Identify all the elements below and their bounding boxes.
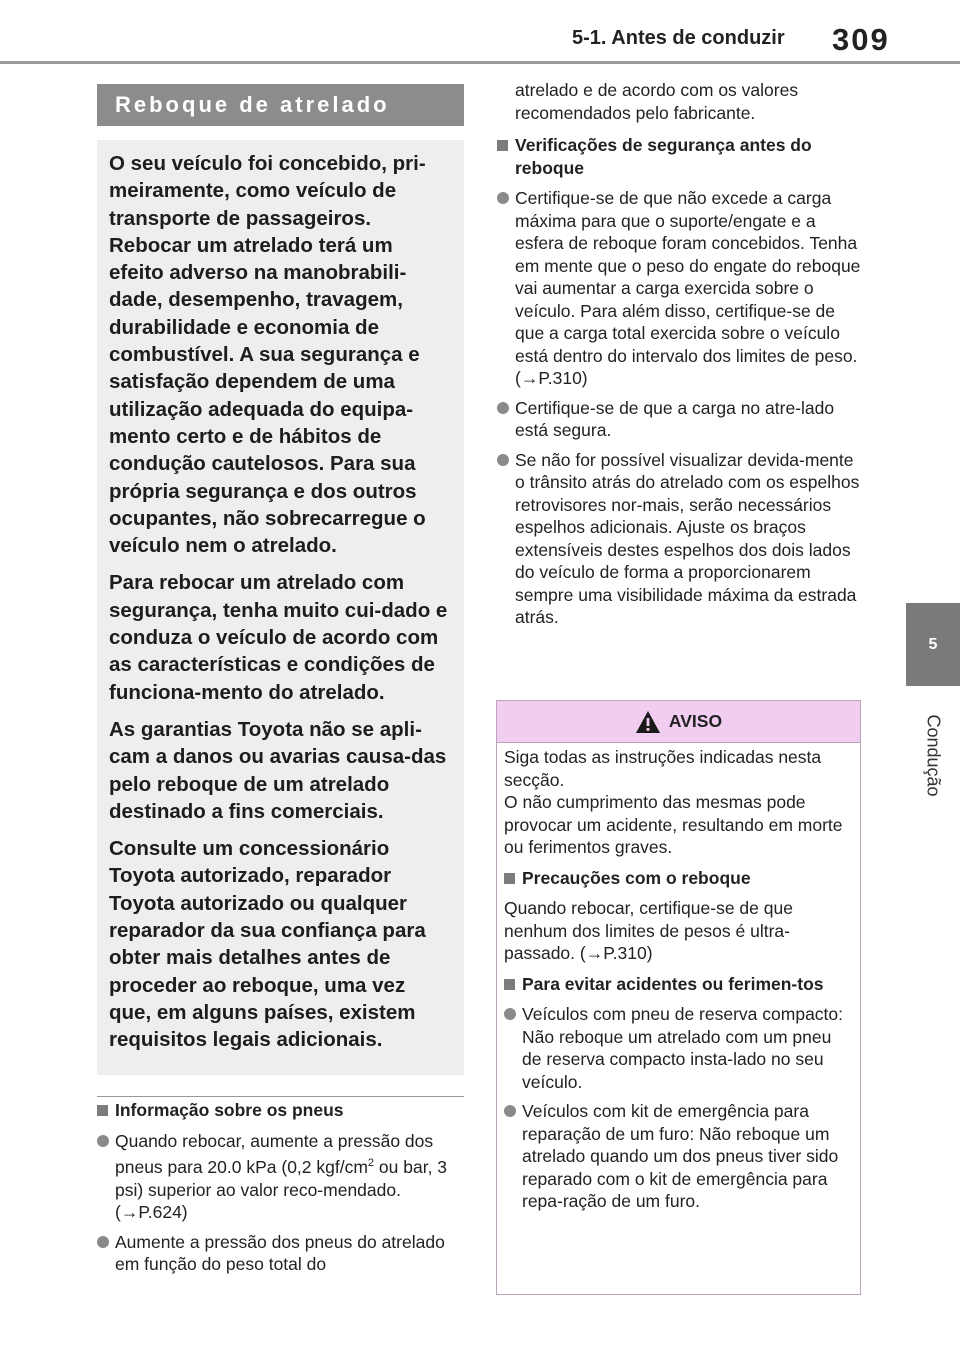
- page-number: 309: [832, 22, 890, 57]
- list-item: [497, 187, 862, 390]
- safety-item-text: Certifique-se de que não excede a carga máxima para que o suporte/engate e a esfera de reboque foram concebidos. Tenha em mente que o peso do engate do reboque vai aumentar a carga exercida sobre o veículo. Para além disso, certifique-se de que a carga total exercida sobre o veículo está dentro do intervalo dos limites de peso. (→P.310): [515, 188, 861, 388]
- precautions-text: Quando rebocar, certifique-se de que nenhum dos limites de pesos é ultra-passado. (→P.310): [504, 898, 793, 963]
- chapter-tab[interactable]: [906, 603, 960, 686]
- bullet-dot-icon: [497, 454, 509, 466]
- bullet-dot-icon: [504, 1008, 516, 1020]
- chapter-tab-number: 5: [928, 635, 938, 653]
- continuation-text: atrelado e de acordo com os valores recomendados pelo fabricante.: [515, 80, 799, 123]
- tires-item-1-before: Quando rebocar, aumente a pressão dos pneus para 20.0 kPa (0,2 kgf/cm: [115, 1130, 434, 1177]
- safety-heading-text: Verificações de segurança antes do reboque: [515, 135, 812, 178]
- bullet-dot-icon: [504, 1105, 516, 1117]
- tires-section: [97, 1099, 467, 1283]
- tires-item-1-after: ou bar, 3 psi) superior ao valor reco-mendado. (→P.624): [115, 1157, 448, 1222]
- intro-paragraph: As garantias Toyota não se apli-cam a danos ou avarias causa-das pelo reboque de um atrelado destinado a fins comerciais.: [109, 717, 447, 823]
- section-title-text: Reboque de atrelado: [115, 92, 390, 117]
- chapter-side-label: [903, 700, 960, 810]
- right-column: [497, 79, 862, 636]
- bullet-dot-icon: [97, 1135, 109, 1147]
- square-marker-icon: [497, 140, 508, 151]
- tires-heading-text: Informação sobre os pneus: [115, 1100, 344, 1120]
- tires-item-1-superscript: 2: [367, 1157, 375, 1169]
- chapter-side-label-text: Condução: [923, 713, 944, 797]
- avoid-heading: [504, 973, 853, 996]
- list-item: [97, 1231, 467, 1276]
- warning-intro-1: Siga todas as instruções indicadas nesta secção.: [504, 747, 822, 790]
- tires-item-2: Aumente a pressão dos pneus do atrelado em função do peso total do: [115, 1231, 445, 1274]
- warning-box: [496, 700, 861, 1295]
- intro-paragraph: Consulte um concessionário Toyota autorizado, reparador Toyota autorizado ou qualquer reparador da sua confiança para obter mais detalhes antes de proceder ao reboque, uma vez que, em alguns países, existem requisitos legais adicionais.: [109, 837, 426, 1052]
- list-item: [504, 1003, 853, 1093]
- warning-title: AVISO: [668, 711, 723, 731]
- section-divider: [97, 1096, 464, 1097]
- warning-intro-2: O não cumprimento das mesmas pode provocar um acidente, resultando em morte ou ferimentos graves.: [504, 792, 843, 857]
- safety-heading: [497, 134, 862, 179]
- avoid-item-text: Veículos com pneu de reserva compacto: Não reboque um atrelado com um pneu de reserva compacto insta-lado no seu veículo.: [522, 1004, 844, 1092]
- list-item: [504, 1100, 853, 1213]
- bullet-dot-icon: [497, 192, 509, 204]
- intro-box: [97, 140, 464, 1075]
- warning-body: [497, 743, 860, 1213]
- tires-heading: [97, 1099, 467, 1122]
- precautions-heading: [504, 867, 853, 890]
- square-marker-icon: [504, 979, 515, 990]
- intro-paragraph: O seu veículo foi concebido, pri-meiramente, como veículo de transporte de passageiros. Rebocar um atrelado terá um efeito adverso na manobrabili-dade, desempenho, travagem, durabilidade e economia de combustível. A sua segurança e satisfação dependem de uma utilização adequada do equipa-mento certo e de hábitos de condução cautelosos. Para sua própria segurança e dos outros ocupantes, não sobrecarregue o veículo nem o atrelado.: [109, 152, 426, 558]
- section-title: [97, 84, 464, 126]
- bullet-dot-icon: [97, 1236, 109, 1248]
- header-rule: [0, 61, 960, 64]
- list-item: [97, 1130, 467, 1224]
- warning-triangle-icon: [635, 710, 661, 734]
- precautions-heading-text: Precauções com o reboque: [522, 867, 751, 888]
- avoid-heading-text: Para evitar acidentes ou ferimen-tos: [522, 973, 824, 994]
- chapter-title: 5-1. Antes de conduzir: [572, 27, 785, 49]
- safety-item-text: Se não for possível visualizar devida-mente o trânsito atrás do atrelado com os espelhos retrovisores nor-mais, serão necessários espelhos adicionais. Ajuste os braços extensíveis destes espelhos dos dois lados do veículo de forma a proporcionarem sempre uma visibilidade máxima da estrada atrás.: [515, 449, 860, 627]
- list-item: [497, 449, 862, 629]
- square-marker-icon: [504, 873, 515, 884]
- warning-header: [497, 701, 860, 743]
- avoid-item-text: Veículos com kit de emergência para reparação de um furo: Não reboque um atrelado quando um dos pneus tiver sido reparado com o kit de emergência para repa-ração de um furo.: [522, 1101, 839, 1211]
- safety-item-text: Certifique-se de que a carga no atre-lado está segura.: [515, 397, 835, 440]
- square-marker-icon: [97, 1105, 108, 1116]
- intro-paragraph: Para rebocar um atrelado com segurança, tenha muito cui-dado e conduza o veículo de acordo com as características e condições de funciona-mento do atrelado.: [109, 571, 448, 704]
- bullet-dot-icon: [497, 402, 509, 414]
- list-item: [497, 397, 862, 442]
